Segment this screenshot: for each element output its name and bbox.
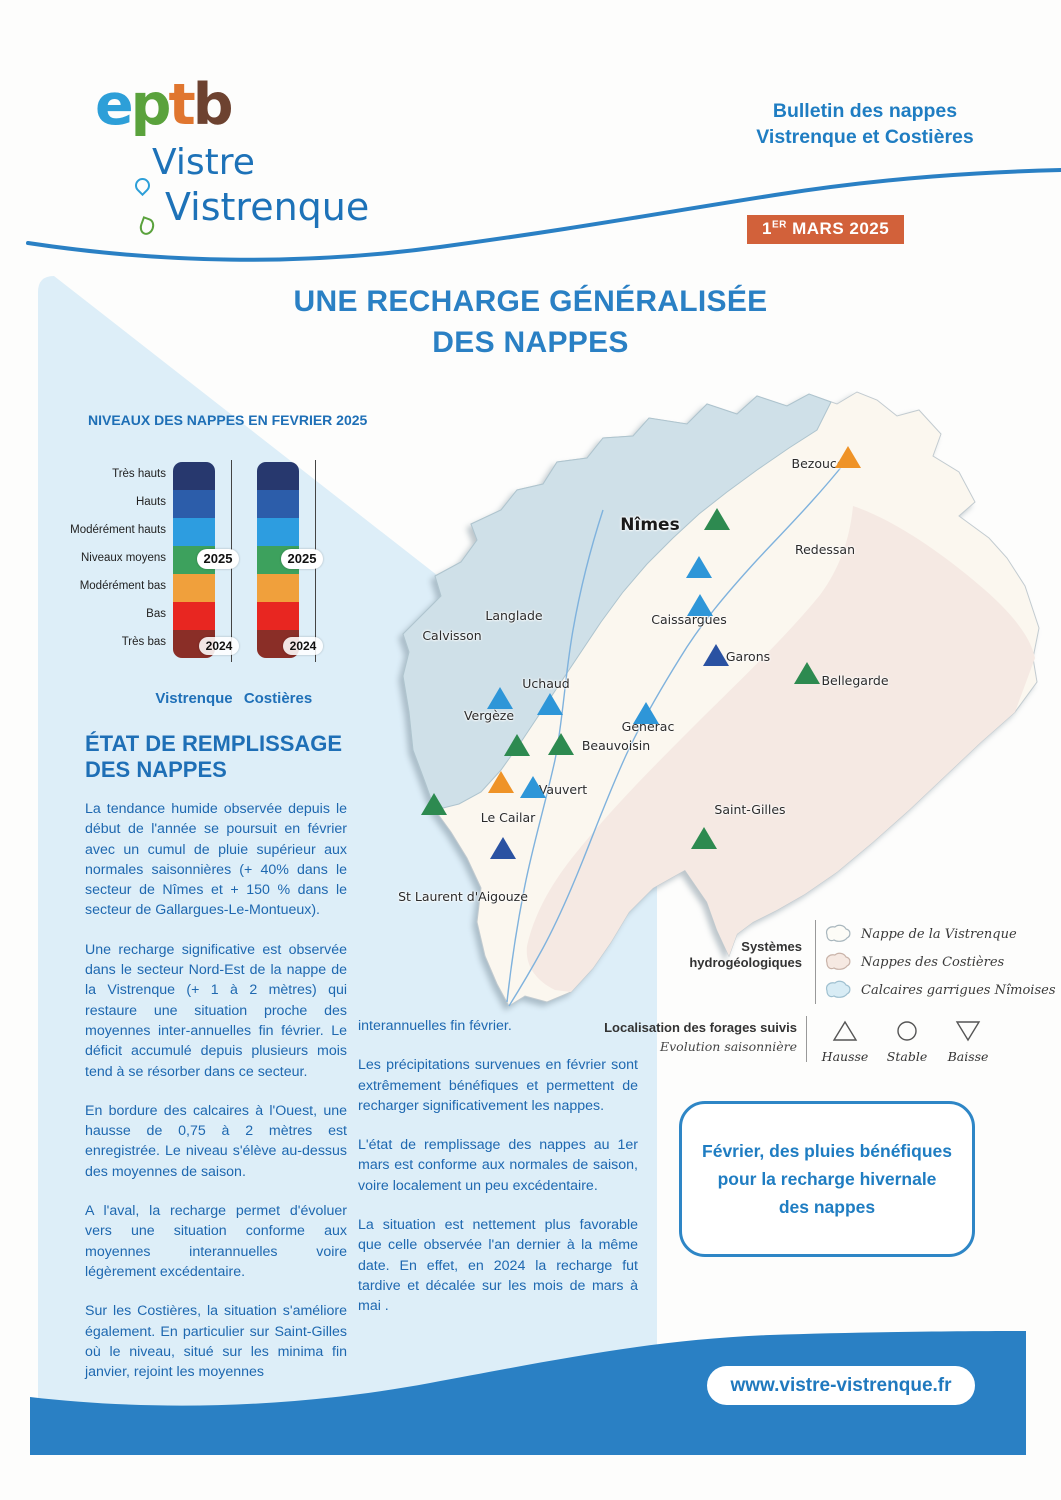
- borehole-marker-triangle: [704, 508, 730, 530]
- article-heading: [85, 731, 342, 784]
- logo-text-vistre: Vistre: [152, 142, 255, 183]
- map-town-label: Beauvoisin: [581, 738, 651, 753]
- level-label: Modérément hauts: [70, 524, 166, 536]
- evolution-legend-item: [936, 1019, 1000, 1064]
- systems-legend-label: Calcaires garrigues Nîmoises: [861, 982, 1056, 998]
- bulletin-heading-line1: Bulletin des nappes: [772, 100, 958, 122]
- date-badge: [747, 215, 904, 244]
- evolution-legend-label: Stable: [886, 1049, 928, 1064]
- evolution-legend-label: Hausse: [821, 1049, 869, 1064]
- callout-box: [679, 1101, 975, 1257]
- date-rest: MARS 2025: [786, 219, 890, 238]
- map-town-label: Nîmes: [620, 515, 680, 535]
- triangle-down-icon: [955, 1019, 981, 1043]
- level-scale-segment: [173, 574, 215, 602]
- systems-legend-label: Nappe de la Vistrenque: [861, 926, 1017, 942]
- level-scale-segment: [257, 462, 299, 490]
- borehole-marker-triangle: [835, 446, 861, 468]
- forages-legend-subtitle: Evolution saisonnière: [659, 1039, 797, 1054]
- eptb-letter: e: [95, 72, 131, 138]
- article-paragraph: En bordure des calcaires à l'Ouest, une hausse de 0,75 à 2 mètres est enregistrée. Le niveau s'élève au-dessus des moyennes de saison.: [85, 1102, 347, 1180]
- article-heading-line1: ÉTAT DE REMPLISSAGE: [85, 731, 343, 756]
- level-label: Bas: [146, 608, 166, 620]
- map-town-label: Bellegarde: [821, 673, 889, 688]
- level-scale-segment: [257, 490, 299, 518]
- level-scale-segment: [257, 518, 299, 546]
- marker-2024: 2024: [199, 637, 239, 655]
- level-scale-segment: [173, 602, 215, 630]
- map-town-label: Générac: [621, 719, 675, 734]
- date-sup: ER: [771, 219, 787, 231]
- map-town-label: Saint-Gilles: [714, 802, 786, 817]
- article-paragraph: La situation est nettement plus favorable que celle observée l'an dernier à la même date. En effet, en 2024 la recharge fut tardive et décalée sur les mois de mars à mai .: [358, 1217, 638, 1315]
- callout-text: Février, des pluies bénéfiques pour la recharge hivernale des nappes: [702, 1141, 952, 1217]
- systems-legend-row: [822, 921, 1017, 947]
- map-town-label: Calvisson: [422, 628, 482, 643]
- borehole-marker-triangle: [548, 733, 574, 755]
- level-scale-segment: [173, 490, 215, 518]
- evolution-legend-item: [875, 1019, 939, 1064]
- website-link[interactable]: www.vistre-vistrenque.fr: [707, 1366, 975, 1405]
- level-label: Hauts: [135, 496, 166, 508]
- systems-title-line1: Systèmes: [741, 939, 802, 954]
- header-curve: [0, 0, 1061, 300]
- map-town-label: St Laurent d'Aigouze: [398, 889, 528, 904]
- borehole-marker-triangle: [703, 644, 729, 666]
- map-town-label: Bezouce: [791, 456, 845, 471]
- map-town-label: Langlade: [485, 608, 543, 623]
- zone-blob-icon: [822, 979, 854, 1001]
- borehole-marker-triangle: [537, 693, 563, 715]
- borehole-marker-triangle: [520, 776, 546, 798]
- article-paragraph: A l'aval, la recharge permet d'évoluer vers une situation conforme aux moyennes interannuelles voire légèrement excédentaire.: [85, 1203, 347, 1280]
- level-label: Modérément bas: [79, 580, 166, 592]
- article-paragraph: Sur les Costières, la situation s'améliore également. En particulier sur Saint-Gilles où le niveau, situé sur les minima fin janvier, rejoint les moyennes: [85, 1303, 347, 1381]
- map-town-label: Uchaud: [522, 676, 570, 691]
- systems-legend-row: [822, 977, 1056, 1003]
- page-title-line1: UNE RECHARGE GÉNÉRALISÉE: [293, 285, 768, 318]
- eptb-letter: t: [168, 72, 193, 138]
- borehole-marker-triangle: [686, 556, 712, 578]
- article-heading-line2: DES NAPPES: [85, 757, 227, 783]
- level-scale-segment: [173, 462, 215, 490]
- evolution-legend-item: [813, 1019, 877, 1064]
- legend-divider-1: [815, 920, 816, 1004]
- triangle-up-icon: [832, 1019, 858, 1043]
- eptb-letter: b: [192, 72, 231, 138]
- map-town-label: Le Cailar: [480, 810, 536, 825]
- borehole-marker-triangle: [504, 734, 530, 756]
- level-label: Très hauts: [112, 468, 166, 480]
- borehole-marker-triangle: [687, 594, 713, 616]
- article-paragraph: Les précipitations survenues en février sont extrêmement bénéfiques et permettent de recharger significativement les nappes.: [358, 1057, 638, 1114]
- evolution-legend-label: Baisse: [947, 1049, 989, 1064]
- marker-2024: 2024: [283, 637, 323, 655]
- map-town-label: Vauvert: [538, 782, 588, 797]
- bulletin-heading-line2: Vistrenque et Costières: [756, 126, 974, 149]
- article-paragraph: Une recharge significative est observée dans le secteur Nord-Est de la nappe de la Vistrenque (+ 1 à 2 mètres) qui restaure une situation proche des moyennes inter-annuelles fin février. Le déficit accumulé depuis plusieurs mois tend à se résorber dans ce secteur.: [85, 941, 347, 1080]
- level-label: Très bas: [121, 636, 166, 648]
- borehole-marker-triangle: [421, 793, 447, 815]
- systems-legend-label: Nappes des Costières: [861, 954, 1005, 970]
- borehole-marker-triangle: [487, 687, 513, 709]
- level-label: Niveaux moyens: [80, 552, 166, 564]
- map-town-label: Caissargues: [651, 612, 727, 627]
- borehole-marker-triangle: [488, 771, 514, 793]
- scale-bar-name: Vistrenque: [155, 690, 233, 707]
- marker-2025: 2025: [281, 549, 323, 569]
- date-num: 1: [762, 219, 772, 238]
- article-paragraph: interannuelles fin février.: [358, 1018, 512, 1034]
- map-town-label: Vergèze: [463, 708, 515, 723]
- borehole-marker-triangle: [490, 837, 516, 859]
- scale-bar-name: Costières: [243, 690, 313, 707]
- level-scale-segment: [257, 602, 299, 630]
- map-town-label: Garons: [725, 649, 771, 664]
- level-scale-segment: [257, 574, 299, 602]
- article-column-2: [358, 1016, 638, 1336]
- article-paragraph: La tendance humide observée depuis le début de l'année se poursuit en février avec un cumul de pluie supérieur aux normales saisonnières (+ 40% dans le secteur de Nîmes et + 150 % dans le secteur de Gallargues-Le-Montueux).: [85, 801, 347, 919]
- eptb-letter: p: [130, 72, 169, 138]
- level-scale-segment: [173, 518, 215, 546]
- systems-legend-row: [822, 949, 1004, 975]
- systems-title-line2: hydrogéologiques: [689, 955, 802, 971]
- article-paragraph: L'état de remplissage des nappes au 1er mars est conforme aux normales de saison, voire localement un peu excédentaire.: [358, 1137, 638, 1194]
- page-title-line2: DES NAPPES: [432, 326, 629, 360]
- page-title: [0, 281, 1061, 364]
- map-town-label: Redessan: [794, 542, 856, 557]
- circle-icon: [894, 1019, 920, 1043]
- levels-heading: NIVEAUX DES NAPPES EN FEVRIER 2025: [88, 412, 368, 428]
- borehole-marker-triangle: [794, 662, 820, 684]
- zone-blob-icon: [822, 923, 854, 945]
- logo-text-vistrenque: Vistrenque: [165, 185, 370, 229]
- systems-legend-title: [622, 939, 802, 972]
- marker-2025: 2025: [197, 549, 239, 569]
- borehole-marker-triangle: [691, 827, 717, 849]
- forages-legend-title: Localisation des forages suivis: [604, 1020, 797, 1035]
- legend-divider-2: [806, 1016, 807, 1062]
- zone-blob-icon: [822, 951, 854, 973]
- borehole-marker-triangle: [633, 702, 659, 724]
